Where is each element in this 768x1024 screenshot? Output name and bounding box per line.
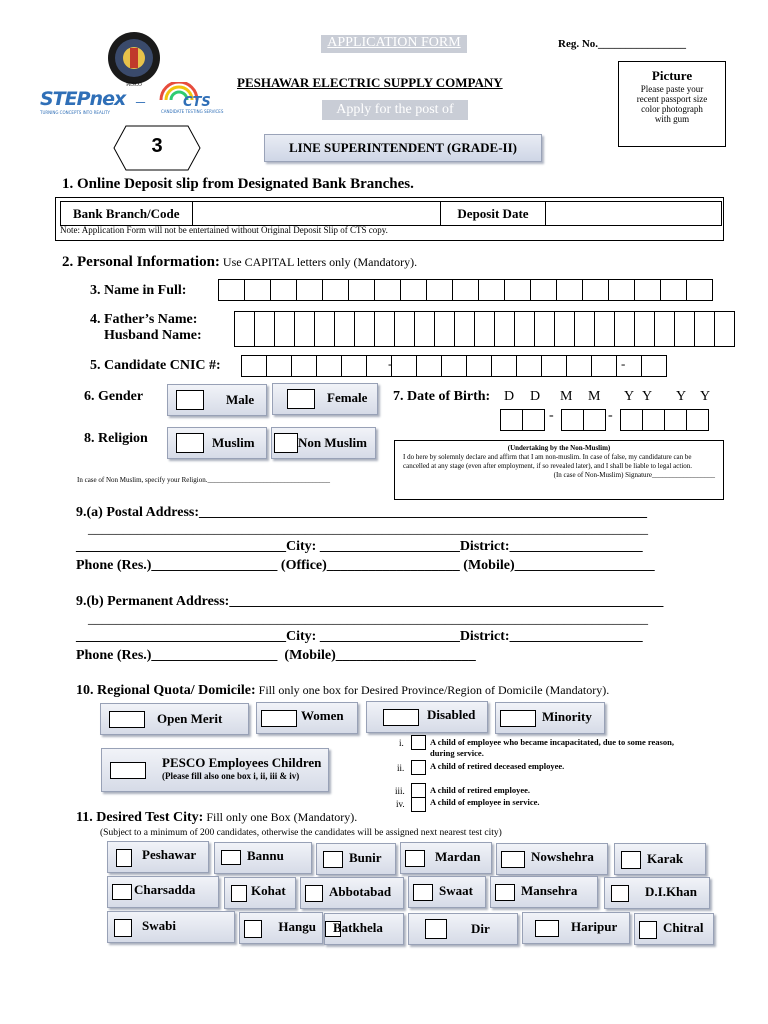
muslim-checkbox[interactable] [176, 433, 204, 453]
section11-heading: 11. Desired Test City: Fill only one Box (Mandatory). [76, 810, 358, 825]
postal-phone[interactable]: Phone (Res.)__________________ (Office)___________________ (Mobile)____________________ [76, 558, 655, 573]
mardan-checkbox[interactable] [405, 850, 425, 867]
swaat-checkbox[interactable] [413, 884, 433, 901]
undertaking-title: (Undertaking by the Non-Muslim) [507, 444, 611, 452]
cnic-label: 5. Candidate CNIC #: [90, 358, 221, 373]
bannu-checkbox[interactable] [221, 850, 241, 865]
pesco-children-sub: (Please fill also one box i, ii, iii & iv) [162, 771, 300, 781]
di-khan-label: D.I.Khan [645, 884, 698, 899]
bunir-label: Bunir [349, 850, 382, 865]
di-khan-checkbox[interactable] [611, 885, 629, 902]
section2-heading: 2. Personal Information: Use CAPITAL letters only (Mandatory). [62, 254, 418, 270]
pesco-sub-iv-num: iv. [396, 799, 405, 809]
pesco-sub-iii-num: iii. [395, 786, 405, 796]
quota-pesco-children[interactable] [101, 748, 329, 792]
religion-non-muslim[interactable] [271, 427, 376, 459]
cnic-input[interactable] [241, 355, 667, 377]
disabled-label: Disabled [427, 707, 476, 722]
cnic-dash-2: - [621, 356, 626, 371]
nowshehra-label: Nowshehra [531, 849, 594, 864]
religion-muslim[interactable] [167, 427, 267, 459]
name-label: 3. Name in Full: [90, 283, 187, 298]
permanent-address-line1[interactable]: 9.(b) Permanent Address:______________________________________________________________ [76, 594, 664, 609]
city-dir[interactable] [408, 913, 518, 945]
city-chitral[interactable] [634, 913, 714, 945]
pesco-sub-ii-checkbox[interactable] [411, 760, 426, 775]
city-kohat[interactable] [224, 877, 296, 909]
gender-female[interactable] [272, 383, 378, 415]
charsadda-label: Charsadda [134, 882, 196, 897]
postal-address-line1[interactable]: 9.(a) Postal Address:________________________________________________________________ [76, 505, 648, 520]
city-nowshehra[interactable] [496, 843, 608, 875]
chitral-checkbox[interactable] [639, 921, 657, 939]
city-karak[interactable] [614, 843, 706, 875]
undertaking-box [394, 440, 724, 500]
dob-dash-1: - [549, 408, 554, 423]
male-checkbox[interactable] [176, 390, 204, 410]
dob-label: 7. Date of Birth: [393, 389, 491, 404]
pesco-children-label: PESCO Employees Children [162, 755, 322, 770]
city-abbotabad[interactable] [300, 877, 404, 909]
permanent-phone[interactable]: Phone (Res.)__________________ (Mobile)____________________ [76, 648, 476, 663]
dob-month-input[interactable] [561, 409, 606, 431]
city-peshawar[interactable] [107, 841, 209, 873]
karak-checkbox[interactable] [621, 851, 641, 869]
section10-heading: 10. Regional Quota/ Domicile: Fill only one box for Desired Province/Region of Domicile (Mandatory). [76, 683, 610, 698]
section11-note: (Subject to a minimum of 200 candidates, otherwise the candidates will be assigned next nearest test city) [100, 828, 502, 838]
quota-disabled[interactable] [366, 701, 488, 733]
dir-checkbox[interactable] [425, 919, 447, 939]
picture-title: Picture [651, 68, 693, 83]
undertaking-text: I do here by solemnly declare and affirm that I am non-muslim. In case of false, my candidature can be cancelled at any stage (even after employment, if so revealed later), and I shall be liable to legal action. [403, 453, 693, 470]
section1-heading: 1. Online Deposit slip from Designated Bank Branches. [62, 176, 414, 192]
hangu-label: Hangu [278, 919, 316, 934]
charsadda-checkbox[interactable] [112, 884, 132, 900]
non-muslim-checkbox[interactable] [274, 433, 298, 453]
haripur-label: Haripur [571, 919, 618, 934]
city-mansehra[interactable] [490, 876, 598, 908]
pesco-sub-i-label: A child of employee who became incapacitated, due to some reason, during service. [430, 737, 674, 758]
pesco-sub-i-num: i. [399, 738, 404, 748]
dash-separator: – [136, 91, 145, 111]
female-label: Female [327, 390, 368, 405]
bannu-label: Bannu [247, 848, 284, 863]
religion-label: 8. Religion [84, 431, 148, 446]
women-checkbox[interactable] [261, 710, 297, 727]
city-swabi[interactable] [107, 911, 235, 943]
abbotabad-label: Abbotabad [329, 884, 392, 899]
postal-address-line2[interactable]: ________________________________________________________________________________ [88, 522, 648, 537]
pesco-sub-iii-checkbox[interactable] [411, 783, 426, 798]
nowshehra-checkbox[interactable] [501, 851, 525, 868]
kohat-label: Kohat [251, 883, 286, 898]
kohat-checkbox[interactable] [231, 885, 247, 902]
father-name-input[interactable] [234, 311, 735, 347]
batkhela-label: Batkhela [333, 920, 383, 935]
bank-table [55, 197, 724, 241]
swabi-label: Swabi [142, 918, 176, 933]
permanent-address-line2[interactable]: ________________________________________________________________________________ [88, 612, 648, 627]
pesco-sub-i-checkbox[interactable] [411, 735, 426, 750]
peshawar-checkbox[interactable] [116, 849, 132, 867]
pesco-sub-iv-checkbox[interactable] [411, 797, 426, 812]
minority-checkbox[interactable] [500, 710, 536, 727]
bunir-checkbox[interactable] [323, 851, 343, 868]
postal-address-city-district[interactable]: ______________________________City: ____________________District:___________________ [76, 539, 643, 554]
pesco-sub-iv-label: A child of employee in service. [430, 797, 540, 807]
cts-logo: CTS CANDIDATE TESTING SERVICES [153, 82, 233, 116]
male-label: Male [226, 392, 255, 407]
quota-open-merit[interactable] [100, 703, 249, 735]
peshawar-label: Peshawar [142, 847, 197, 862]
swaat-label: Swaat [439, 883, 473, 898]
karak-label: Karak [647, 851, 684, 866]
pesco-sub-ii-label: A child of retired deceased employee. [430, 761, 565, 771]
abbotabad-checkbox[interactable] [305, 885, 323, 902]
bank-branch-input[interactable] [193, 202, 441, 225]
disabled-checkbox[interactable] [383, 709, 419, 726]
city-swaat[interactable] [408, 876, 486, 908]
minority-label: Minority [542, 709, 592, 724]
name-input[interactable] [218, 279, 713, 301]
haripur-checkbox[interactable] [535, 920, 559, 937]
city-mardan[interactable] [400, 842, 492, 874]
mardan-label: Mardan [435, 849, 481, 864]
father-name-label: 4. Father’s Name: [90, 312, 198, 327]
pesco-children-checkbox[interactable] [110, 762, 146, 779]
undertaking-signature[interactable]: (In case of Non-Muslim) Signature__________________ [553, 471, 715, 479]
pesco-emblem [100, 28, 168, 88]
stepnex-logo: STEPnex TURNING CONCEPTS INTO REALITY [40, 88, 126, 115]
apply-for-label: Apply for the post of [322, 100, 468, 120]
swabi-checkbox[interactable] [114, 919, 132, 937]
gender-male[interactable] [167, 384, 267, 416]
cnic-dash-1: - [388, 356, 393, 371]
dir-label: Dir [471, 921, 490, 936]
svg-text:PESCO: PESCO [126, 83, 142, 88]
gender-label: 6. Gender [84, 389, 144, 404]
city-haripur[interactable] [522, 912, 630, 944]
picture-line2: recent passport size [636, 94, 708, 104]
city-bunir[interactable] [316, 843, 396, 875]
form-title: APPLICATION FORM [321, 35, 467, 53]
picture-line1: Please paste your [640, 84, 704, 94]
deposit-date-label: Deposit Date [441, 202, 546, 225]
open-merit-label: Open Merit [157, 711, 223, 726]
badge-number: 3 [112, 124, 202, 172]
non-muslim-specify[interactable]: In case of Non Muslim, specify your Religion.___________________________________ [77, 476, 330, 484]
husband-name-label: Husband Name: [104, 328, 202, 343]
city-bannu[interactable] [214, 842, 312, 874]
bank-branch-label: Bank Branch/Code [61, 202, 193, 225]
mansehra-checkbox[interactable] [495, 884, 515, 901]
picture-box[interactable] [618, 61, 726, 147]
post-title: LINE SUPERINTENDENT (GRADE-II) [264, 134, 542, 162]
city-di-khan[interactable] [604, 877, 710, 909]
women-label: Women [301, 708, 344, 723]
muslim-label: Muslim [212, 435, 255, 450]
dob-dash-2: - [608, 408, 613, 423]
female-checkbox[interactable] [287, 389, 315, 409]
deposit-date-input[interactable] [546, 202, 721, 225]
non-muslim-label: Non Muslim [298, 435, 367, 450]
permanent-address-city-district[interactable]: ______________________________City: ____________________District:___________________ [76, 629, 643, 644]
company-name: PESHAWAR ELECTRIC SUPPLY COMPANY [237, 75, 503, 90]
bank-note: Note: Application Form will not be entertained without Original Deposit Slip of CTS copy. [60, 225, 388, 235]
city-batkhela[interactable] [324, 913, 404, 945]
pesco-sub-ii-num: ii. [397, 763, 405, 773]
quota-minority[interactable] [495, 702, 605, 734]
open-merit-checkbox[interactable] [109, 711, 145, 728]
reg-no: Reg. No.________________ [558, 38, 687, 50]
city-hangu[interactable] [239, 912, 323, 944]
quota-women[interactable] [256, 702, 358, 734]
chitral-label: Chitral [663, 920, 704, 935]
city-charsadda[interactable] [107, 876, 219, 908]
picture-line3: color photograph [641, 104, 703, 114]
mansehra-label: Mansehra [521, 883, 578, 898]
picture-line4: with gum [654, 114, 690, 124]
pesco-sub-iii-label: A child of retired employee. [430, 785, 531, 795]
dob-day-input[interactable] [500, 409, 545, 431]
dob-year-input[interactable] [620, 409, 709, 431]
